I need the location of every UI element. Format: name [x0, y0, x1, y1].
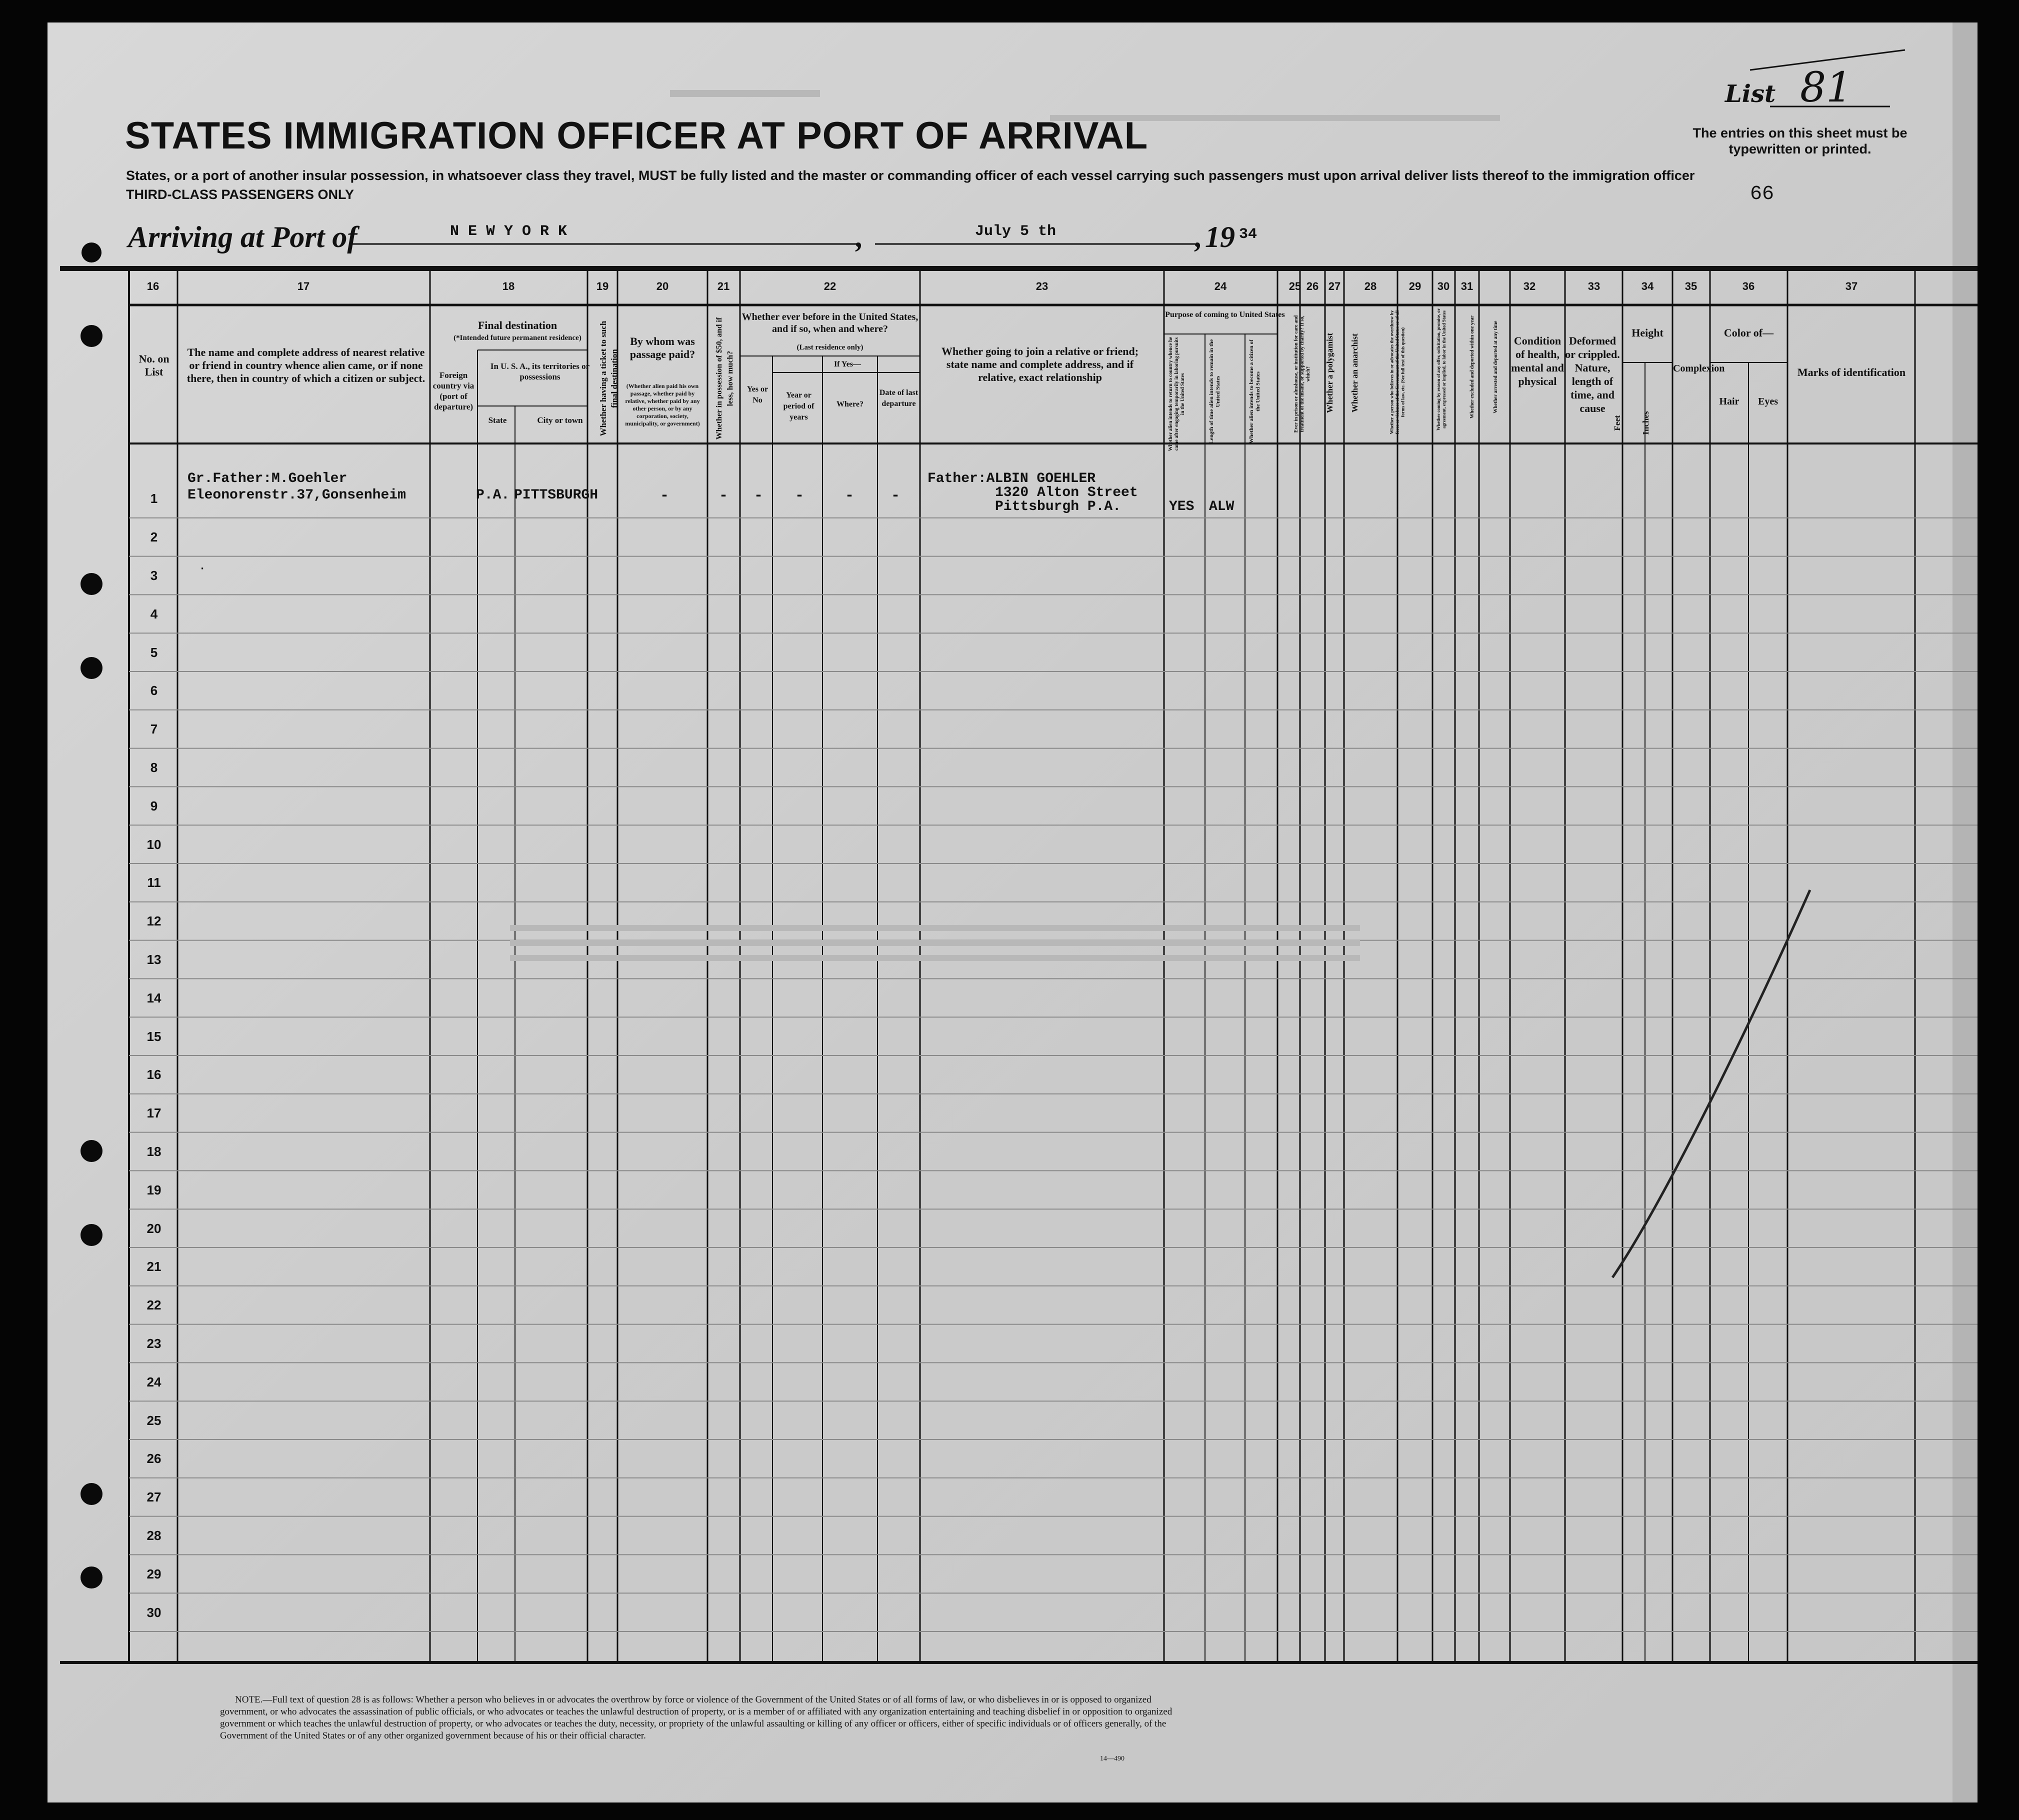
- hdr-ticket: Whether having a ticket to such final destination: [598, 320, 619, 436]
- row-number: 17: [146, 1106, 162, 1121]
- port-value: N E W Y O R K: [450, 223, 568, 240]
- hdr-anarchist: Whether an anarchist: [1350, 333, 1360, 413]
- column-number: 24: [1214, 280, 1227, 292]
- row-number: 10: [146, 836, 162, 852]
- row-number: 27: [146, 1490, 162, 1505]
- row-number: 5: [150, 644, 158, 660]
- hdr-ever-before: Whether ever before in the United States, and if so, when and where?: [742, 312, 918, 334]
- row-number: 6: [150, 683, 158, 698]
- column-number: 26: [1306, 280, 1319, 292]
- hdr-feet: Feet: [1612, 415, 1622, 431]
- row-number: 8: [150, 760, 158, 775]
- hdr-eyes: Eyes: [1758, 396, 1778, 407]
- typewritten-note: The entries on this sheet must be typewritten or printed.: [1692, 126, 1908, 156]
- entry-relative-line1: Gr.Father:M.Goehler: [188, 471, 348, 486]
- hdr-if-yes: If Yes—: [834, 360, 862, 368]
- entry-length-answer: ALW: [1209, 499, 1234, 514]
- hole-1: [82, 242, 102, 262]
- date-comma: ,: [1195, 220, 1202, 254]
- row-number: 13: [146, 952, 162, 967]
- row-number: 14: [146, 990, 162, 1006]
- column-number: 19: [596, 280, 609, 292]
- arriving-label: Arriving at Port of: [128, 220, 358, 254]
- hdr-fifty-dollars: Whether in possession of $50, and if less, how much?: [715, 317, 734, 440]
- entry-passage-dash: -: [660, 488, 670, 504]
- row-number: 25: [146, 1412, 162, 1428]
- row-number: 30: [146, 1604, 162, 1620]
- entry-relative-line2: Eleonorenstr.37,Gonsenheim: [188, 488, 406, 503]
- year-suffix: 34: [1239, 226, 1258, 243]
- hdr-date-departure: Date of last departure: [879, 388, 918, 408]
- hole-2: [80, 325, 102, 347]
- form-title: STATES IMMIGRATION OFFICER AT PORT OF ARRIVAL: [125, 114, 1148, 157]
- column-number: 16: [146, 280, 160, 292]
- hdr-inches: Inches: [1641, 411, 1650, 435]
- row-number: 16: [146, 1067, 162, 1082]
- entry-year-dash: -: [795, 488, 804, 504]
- row-number: 3: [150, 568, 158, 583]
- hdr-passage-note: (Whether alien paid his own passage, whether paid by relative, whether paid by any other person, or by any corporation, society, municipality, or government): [625, 382, 700, 427]
- hdr-hair: Hair: [1719, 396, 1740, 407]
- row-number: 22: [146, 1298, 162, 1313]
- hdr-passage-paid: By whom was passage paid?: [630, 335, 696, 360]
- row-number: 24: [146, 1374, 162, 1390]
- port-comma: ,: [856, 220, 864, 254]
- hdr-last-residence: (Last residence only): [796, 344, 864, 352]
- row-number: 1: [150, 491, 158, 506]
- entry-state: P.A.: [476, 488, 510, 503]
- entry-where-dash: -: [845, 488, 854, 504]
- row-number: 12: [146, 914, 162, 929]
- column-number: 31: [1460, 280, 1474, 292]
- hdr-marks: Marks of identification: [1797, 366, 1906, 378]
- row-number: 7: [150, 722, 158, 737]
- row-number: 18: [146, 1144, 162, 1159]
- sheet-number: 66: [1750, 183, 1774, 206]
- hdr-deformed: Deformed or crippled. Nature, length of time, and cause: [1565, 334, 1620, 414]
- row-number: 9: [150, 798, 158, 814]
- column-number: 22: [824, 280, 836, 292]
- row-number: 20: [146, 1220, 162, 1236]
- hdr-no-on-list: No. on List: [138, 352, 170, 378]
- paper-right-edge: [1952, 22, 1978, 1802]
- hdr-final-note: (*Intended future permanent residence): [454, 334, 582, 342]
- hdr-yes-no: Yes or No: [746, 385, 768, 404]
- column-number: 20: [656, 280, 669, 292]
- row-number: 2: [150, 530, 158, 545]
- row-number: 4: [150, 606, 158, 622]
- footer-note: NOTE.—Full text of question 28 is as follows: Whether a person who believes in or advocates the overthrow by force or violence of the Government of the United States or of all forms of law, or who disbelieves in or is opposed to organized government, or who advocates the assassination of public officials, or who advocates or teaches the unlawful destruction of property, or is a member of or affiliated with any organization entertaining and teaching disbelief in or opposition to organized government or which teaches the unlawful destruction of property, or who advocates or teaches the duty, necessity, or propriety of the unlawful assaulting or killing of any officer or officers, either of specific individuals or of officers generally, of the Government of the United States or of any other organized government because of his or their official character.: [220, 1694, 1172, 1741]
- column-number: 28: [1364, 280, 1377, 292]
- hole-4: [80, 657, 102, 679]
- column-number: 36: [1742, 280, 1755, 292]
- entry-fifty-dash: -: [719, 488, 728, 504]
- hole-3: [80, 573, 102, 595]
- hdr-foreign-country: Foreign country via (port of departure): [432, 370, 474, 412]
- hdr-q28: Whether a person who believes in or advocates the overthrow by force or violence of the Government of the United States or of all forms of law, etc. (See full text of this question): [1389, 310, 1406, 434]
- entry-return-answer: YES: [1169, 499, 1194, 514]
- year-prefix: 19: [1205, 220, 1235, 254]
- date-value: July 5 th: [975, 223, 1056, 240]
- row-number: 26: [146, 1451, 162, 1466]
- entry-joining-line2: 1320 Alton Street: [995, 485, 1138, 500]
- row-number: 28: [146, 1528, 162, 1543]
- hdr-q30: Whether excluded and deported within one year: [1470, 316, 1475, 418]
- entry-departure-dash: -: [891, 488, 900, 504]
- class-line: THIRD-CLASS PASSENGERS ONLY: [126, 187, 354, 202]
- form-number: 14—490: [1100, 1755, 1124, 1762]
- column-number: 33: [1588, 280, 1600, 292]
- hdr-year-period: Year or period of years: [783, 391, 814, 422]
- hdr-complexion: Complexion: [1673, 363, 1725, 374]
- hdr-where: Where?: [836, 400, 864, 408]
- hdr-joining: Whether going to join a relative or friend; state name and complete address, and if relative, exact relationship: [941, 345, 1139, 384]
- column-number: 27: [1328, 280, 1341, 292]
- column-number: 32: [1523, 280, 1536, 292]
- hdr-purpose-a: Whether alien intends to return to country whence he came after engaging temporarily in laboring pursuits in the United States: [1168, 336, 1186, 452]
- hdr-condition: Condition of health, mental and physical: [1511, 334, 1564, 388]
- entry-joining-line1: Father:ALBIN GOEHLER: [928, 471, 1096, 486]
- list-label: List: [1725, 80, 1776, 108]
- column-number: 30: [1437, 280, 1450, 292]
- row3-mark: ·: [199, 562, 206, 575]
- hdr-height: Height: [1632, 326, 1664, 339]
- row-number: 11: [147, 875, 161, 890]
- hole-8: [80, 1566, 102, 1588]
- list-number: 81: [1800, 64, 1852, 112]
- entry-city: PITTSBURGH: [514, 488, 598, 503]
- column-number: 34: [1641, 280, 1654, 292]
- hdr-q31: Whether arrested and deported at any time: [1493, 320, 1498, 414]
- hdr-polygamist: Whether a polygamist: [1325, 332, 1334, 414]
- column-number: 23: [1036, 280, 1048, 292]
- column-number: 17: [297, 280, 310, 292]
- hdr-city: City or town: [537, 416, 583, 425]
- row-number: 21: [146, 1259, 162, 1274]
- hdr-prison: Ever in prison or almshouse, or institution for care and treatment of the insane, or supported by charity? If so, which?: [1294, 315, 1311, 433]
- hdr-final-destination: Final destination: [478, 319, 558, 332]
- hole-6: [80, 1224, 102, 1246]
- form-subtitle: States, or a port of another insular possession, in whatsoever class they travel, MUST be fully listed and the master or commanding officer of each vessel carrying such passengers must upon arrival deliver lists thereof to the immigration officer: [126, 168, 1695, 183]
- column-number: 37: [1845, 280, 1858, 292]
- row-number: 15: [146, 1028, 162, 1044]
- column-number: 21: [717, 280, 730, 292]
- entry-joining-line3: Pittsburgh P.A.: [995, 499, 1122, 514]
- hdr-relative: The name and complete address of nearest relative or friend in country whence alien came, or if none there, then in country of which a citizen or subject.: [186, 346, 426, 384]
- column-number: 35: [1684, 280, 1698, 292]
- row-number: 29: [146, 1566, 162, 1582]
- column-number: 18: [502, 280, 515, 292]
- hole-7: [80, 1483, 102, 1505]
- hdr-q29: Whether coming by reason of any offer, solicitation, promise, or agreement, expressed or implied, to labor in the United States: [1436, 308, 1446, 431]
- hdr-color-of: Color of—: [1724, 326, 1774, 339]
- hdr-state: State: [488, 416, 507, 425]
- row-number: 23: [146, 1336, 162, 1351]
- hdr-purpose-b: Length of time alien intends to remain in the United States: [1208, 339, 1221, 444]
- entry-yesno-dash: -: [754, 488, 764, 504]
- hole-5: [80, 1140, 102, 1162]
- hdr-purpose: Purpose of coming to United States: [1165, 310, 1285, 319]
- row-number: 19: [146, 1182, 162, 1198]
- column-number: 29: [1408, 280, 1422, 292]
- hdr-purpose-c: Whether alien intends to become a citizen of the United States: [1248, 340, 1261, 444]
- column-number: 25: [1288, 280, 1302, 292]
- hdr-in-usa: In U. S. A., its territories or possessions: [490, 362, 590, 382]
